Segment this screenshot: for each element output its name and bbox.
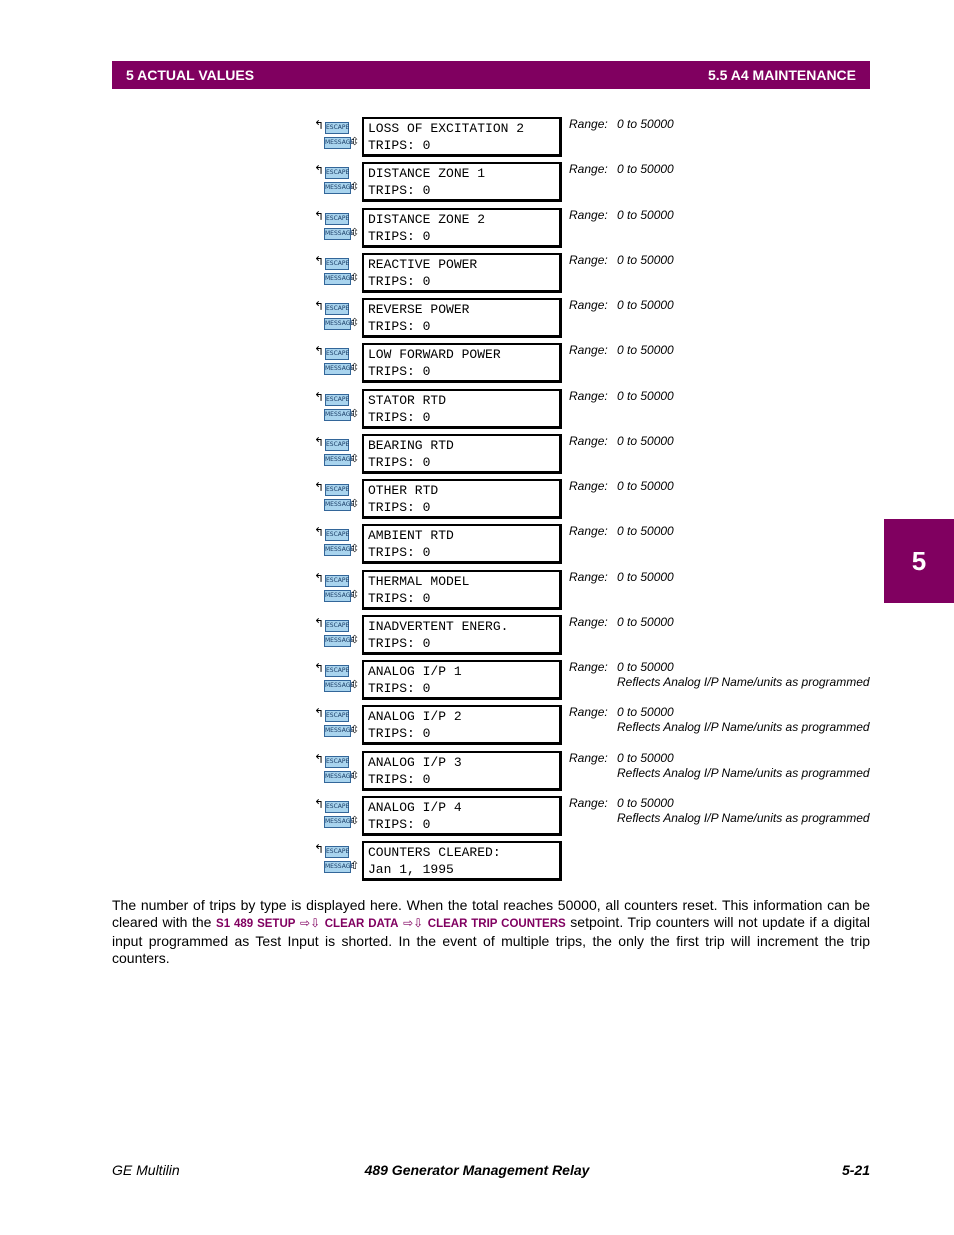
range-value: 0 to 50000	[617, 615, 674, 629]
message-entry	[0, 615, 954, 657]
escape-key-icon: ESCAPE	[325, 620, 349, 632]
range-label: Range:	[569, 162, 608, 176]
range-value: 0 to 50000	[617, 796, 674, 810]
escape-key-icon: ESCAPE	[325, 213, 349, 225]
navigation-keys	[314, 572, 360, 608]
range-label: Range:	[569, 343, 608, 357]
footer-company: GE Multilin	[112, 1162, 180, 1178]
range-note: Reflects Analog I/P Name/units as programmed	[617, 811, 870, 825]
lcd-line-2: TRIPS: 0	[368, 274, 431, 289]
message-entry	[0, 841, 954, 883]
navigation-keys	[314, 300, 360, 336]
navigation-keys	[314, 798, 360, 834]
escape-key-icon: ESCAPE	[325, 348, 349, 360]
message-entry	[0, 524, 954, 566]
navigation-keys	[314, 753, 360, 789]
range-value: 0 to 50000	[617, 570, 674, 584]
message-arrow-icon: ⇳	[350, 769, 360, 782]
escape-arrow-icon: ↰	[314, 254, 325, 268]
range-label: Range:	[569, 615, 608, 629]
range-note: Reflects Analog I/P Name/units as programmed	[617, 675, 870, 689]
message-key-icon: MESSAGE	[324, 318, 351, 330]
range-label: Range:	[569, 434, 608, 448]
lcd-display	[362, 796, 562, 836]
message-arrow-icon: ⇳	[350, 814, 360, 827]
range-value: 0 to 50000	[617, 479, 674, 493]
escape-key-icon: ESCAPE	[325, 846, 349, 858]
message-key-icon: MESSAGE	[324, 273, 351, 285]
message-entry	[0, 796, 954, 838]
navigation-keys	[314, 526, 360, 562]
lcd-line-1: DISTANCE ZONE 2	[368, 212, 486, 227]
navigation-keys	[314, 119, 360, 155]
lcd-line-1: STATOR RTD	[368, 393, 447, 408]
lcd-display	[362, 660, 562, 700]
lcd-display	[362, 208, 562, 248]
path-arrow-icon: ⇨⇩	[300, 916, 321, 930]
escape-arrow-icon: ↰	[314, 616, 325, 630]
message-entry	[0, 389, 954, 431]
lcd-line-2: TRIPS: 0	[368, 636, 431, 651]
message-entry	[0, 117, 954, 159]
navigation-keys	[314, 345, 360, 381]
range-value: 0 to 50000	[617, 298, 674, 312]
message-key-icon: MESSAGE	[324, 725, 351, 737]
escape-key-icon: ESCAPE	[325, 258, 349, 270]
range-label: Range:	[569, 751, 608, 765]
message-entry	[0, 343, 954, 385]
message-key-icon: MESSAGE	[324, 409, 351, 421]
message-entry	[0, 660, 954, 702]
paragraph-text-before: The number of trips by type is displayed here. When the total reaches 50000, all counters reset. This information can be cleared with the	[112, 897, 870, 930]
lcd-display	[362, 570, 562, 610]
message-key-icon: MESSAGE	[324, 680, 351, 692]
lcd-display	[362, 524, 562, 564]
lcd-line-1: REACTIVE POWER	[368, 257, 478, 272]
navigation-keys	[314, 843, 360, 879]
message-key-icon: MESSAGE	[324, 228, 351, 240]
paragraph-text-after: setpoint. Trip counters will not update if a digital input programmed as Test Input is shorted. In the event of multiple trips, the only the first trip will increment the trip counters.	[112, 914, 871, 966]
escape-key-icon: ESCAPE	[325, 394, 349, 406]
escape-key-icon: ESCAPE	[325, 529, 349, 541]
message-entry	[0, 208, 954, 250]
escape-arrow-icon: ↰	[314, 344, 325, 358]
escape-arrow-icon: ↰	[314, 435, 325, 449]
range-label: Range:	[569, 570, 608, 584]
message-entry	[0, 705, 954, 747]
lcd-line-1: OTHER RTD	[368, 483, 439, 498]
escape-key-icon: ESCAPE	[325, 801, 349, 813]
lcd-line-1: BEARING RTD	[368, 438, 454, 453]
chapter-tab: 5	[884, 519, 954, 603]
navigation-keys	[314, 662, 360, 698]
lcd-line-1: ANALOG I/P 1	[368, 664, 462, 679]
range-value: 0 to 50000	[617, 389, 674, 403]
navigation-keys	[314, 707, 360, 743]
message-arrow-icon: ⇳	[350, 633, 360, 646]
navigation-keys	[314, 164, 360, 200]
message-arrow-icon: ⇳	[350, 497, 360, 510]
message-entry	[0, 570, 954, 612]
message-arrow-icon: ⇳	[350, 723, 360, 736]
message-key-icon: MESSAGE	[324, 182, 351, 194]
message-entry	[0, 434, 954, 476]
lcd-display	[362, 162, 562, 202]
lcd-display	[362, 298, 562, 338]
lcd-line-1: ANALOG I/P 4	[368, 800, 462, 815]
message-key-icon: MESSAGE	[324, 816, 351, 828]
range-note: Reflects Analog I/P Name/units as programmed	[617, 720, 870, 734]
range-value: 0 to 50000	[617, 524, 674, 538]
message-key-icon: MESSAGE	[324, 635, 351, 647]
range-value: 0 to 50000	[617, 434, 674, 448]
lcd-line-2: TRIPS: 0	[368, 726, 431, 741]
escape-arrow-icon: ↰	[314, 706, 325, 720]
escape-arrow-icon: ↰	[314, 118, 325, 132]
message-arrow-icon: ⇳	[350, 316, 360, 329]
range-value: 0 to 50000	[617, 343, 674, 357]
section-title-right: 5.5 A4 MAINTENANCE	[707, 67, 856, 83]
lcd-display	[362, 117, 562, 157]
lcd-line-1: AMBIENT RTD	[368, 528, 454, 543]
range-label: Range:	[569, 705, 608, 719]
lcd-line-1: THERMAL MODEL	[368, 574, 470, 589]
lcd-line-1: ANALOG I/P 3	[368, 755, 462, 770]
path-arrow-icon: ⇨⇩	[403, 916, 424, 930]
lcd-line-2: Jan 1, 1995	[368, 862, 454, 877]
range-value: 0 to 50000	[617, 162, 674, 176]
message-key-icon: MESSAGE	[324, 861, 351, 873]
range-label: Range:	[569, 253, 608, 267]
range-label: Range:	[569, 524, 608, 538]
range-label: Range:	[569, 389, 608, 403]
escape-arrow-icon: ↰	[314, 842, 325, 856]
lcd-display	[362, 434, 562, 474]
lcd-line-2: TRIPS: 0	[368, 410, 431, 425]
range-label: Range:	[569, 660, 608, 674]
range-label: Range:	[569, 298, 608, 312]
description-paragraph	[112, 897, 870, 967]
message-entry	[0, 298, 954, 340]
lcd-display	[362, 841, 562, 881]
range-label: Range:	[569, 208, 608, 222]
range-label: Range:	[569, 479, 608, 493]
message-arrow-icon: ⇳	[350, 361, 360, 374]
footer-product: 489 Generator Management Relay	[364, 1162, 590, 1178]
range-note: Reflects Analog I/P Name/units as programmed	[617, 766, 870, 780]
escape-key-icon: ESCAPE	[325, 122, 349, 134]
range-label: Range:	[569, 796, 608, 810]
range-value: 0 to 50000	[617, 117, 674, 131]
lcd-line-2: TRIPS: 0	[368, 545, 431, 560]
footer-page-number: 5-21	[841, 1162, 870, 1178]
escape-arrow-icon: ↰	[314, 299, 325, 313]
message-entry	[0, 253, 954, 295]
message-key-icon: MESSAGE	[324, 499, 351, 511]
navigation-keys	[314, 255, 360, 291]
lcd-line-2: TRIPS: 0	[368, 681, 431, 696]
lcd-line-2: TRIPS: 0	[368, 364, 431, 379]
lcd-display	[362, 389, 562, 429]
message-key-icon: MESSAGE	[324, 544, 351, 556]
escape-key-icon: ESCAPE	[325, 756, 349, 768]
message-arrow-icon: ⇳	[350, 226, 360, 239]
navigation-keys	[314, 481, 360, 517]
lcd-display	[362, 615, 562, 655]
navigation-keys	[314, 391, 360, 427]
lcd-line-1: INADVERTENT ENERG.	[368, 619, 509, 634]
message-key-icon: MESSAGE	[324, 454, 351, 466]
lcd-line-2: TRIPS: 0	[368, 455, 431, 470]
message-key-icon: MESSAGE	[324, 590, 351, 602]
lcd-line-1: LOSS OF EXCITATION 2	[368, 121, 525, 136]
escape-arrow-icon: ↰	[314, 752, 325, 766]
range-value: 0 to 50000	[617, 751, 674, 765]
message-key-icon: MESSAGE	[324, 363, 351, 375]
range-label: Range:	[569, 117, 608, 131]
escape-arrow-icon: ↰	[314, 209, 325, 223]
setpoint-path-s1: S1 489 SETUP	[216, 918, 296, 930]
escape-arrow-icon: ↰	[314, 163, 325, 177]
lcd-line-2: TRIPS: 0	[368, 183, 431, 198]
escape-arrow-icon: ↰	[314, 661, 325, 675]
lcd-line-2: TRIPS: 0	[368, 817, 431, 832]
message-key-icon: MESSAGE	[324, 137, 351, 149]
lcd-line-1: DISTANCE ZONE 1	[368, 166, 486, 181]
lcd-line-1: REVERSE POWER	[368, 302, 470, 317]
section-header-bar	[112, 61, 870, 89]
message-arrow-icon: ⇳	[350, 407, 360, 420]
escape-key-icon: ESCAPE	[325, 303, 349, 315]
range-value: 0 to 50000	[617, 660, 674, 674]
message-arrow-icon: ⇧	[350, 859, 360, 872]
lcd-line-2: TRIPS: 0	[368, 319, 431, 334]
message-arrow-icon: ⇳	[350, 678, 360, 691]
setpoint-path-clear-data: CLEAR DATA	[324, 918, 399, 930]
range-value: 0 to 50000	[617, 705, 674, 719]
escape-arrow-icon: ↰	[314, 525, 325, 539]
setpoint-path-clear-trip-counters: CLEAR TRIP COUNTERS	[427, 918, 566, 930]
lcd-display	[362, 479, 562, 519]
escape-arrow-icon: ↰	[314, 797, 325, 811]
lcd-line-2: TRIPS: 0	[368, 772, 431, 787]
escape-key-icon: ESCAPE	[325, 575, 349, 587]
message-arrow-icon: ⇳	[350, 588, 360, 601]
message-entry	[0, 751, 954, 793]
lcd-line-2: TRIPS: 0	[368, 138, 431, 153]
section-title-left: 5 ACTUAL VALUES	[126, 67, 255, 83]
lcd-line-1: COUNTERS CLEARED:	[368, 845, 501, 860]
escape-key-icon: ESCAPE	[325, 484, 349, 496]
navigation-keys	[314, 617, 360, 653]
lcd-display	[362, 343, 562, 383]
escape-key-icon: ESCAPE	[325, 665, 349, 677]
message-arrow-icon: ⇳	[350, 135, 360, 148]
message-entry	[0, 162, 954, 204]
message-entry	[0, 479, 954, 521]
message-arrow-icon: ⇳	[350, 542, 360, 555]
lcd-display	[362, 751, 562, 791]
escape-arrow-icon: ↰	[314, 390, 325, 404]
lcd-display	[362, 253, 562, 293]
lcd-line-1: LOW FORWARD POWER	[368, 347, 501, 362]
range-value: 0 to 50000	[617, 208, 674, 222]
message-key-icon: MESSAGE	[324, 771, 351, 783]
lcd-line-2: TRIPS: 0	[368, 500, 431, 515]
message-arrow-icon: ⇳	[350, 180, 360, 193]
lcd-display	[362, 705, 562, 745]
escape-arrow-icon: ↰	[314, 571, 325, 585]
navigation-keys	[314, 210, 360, 246]
escape-key-icon: ESCAPE	[325, 710, 349, 722]
escape-arrow-icon: ↰	[314, 480, 325, 494]
navigation-keys	[314, 436, 360, 472]
escape-key-icon: ESCAPE	[325, 167, 349, 179]
lcd-line-2: TRIPS: 0	[368, 229, 431, 244]
range-value: 0 to 50000	[617, 253, 674, 267]
lcd-line-2: TRIPS: 0	[368, 591, 431, 606]
message-arrow-icon: ⇳	[350, 452, 360, 465]
message-arrow-icon: ⇳	[350, 271, 360, 284]
lcd-line-1: ANALOG I/P 2	[368, 709, 462, 724]
escape-key-icon: ESCAPE	[325, 439, 349, 451]
